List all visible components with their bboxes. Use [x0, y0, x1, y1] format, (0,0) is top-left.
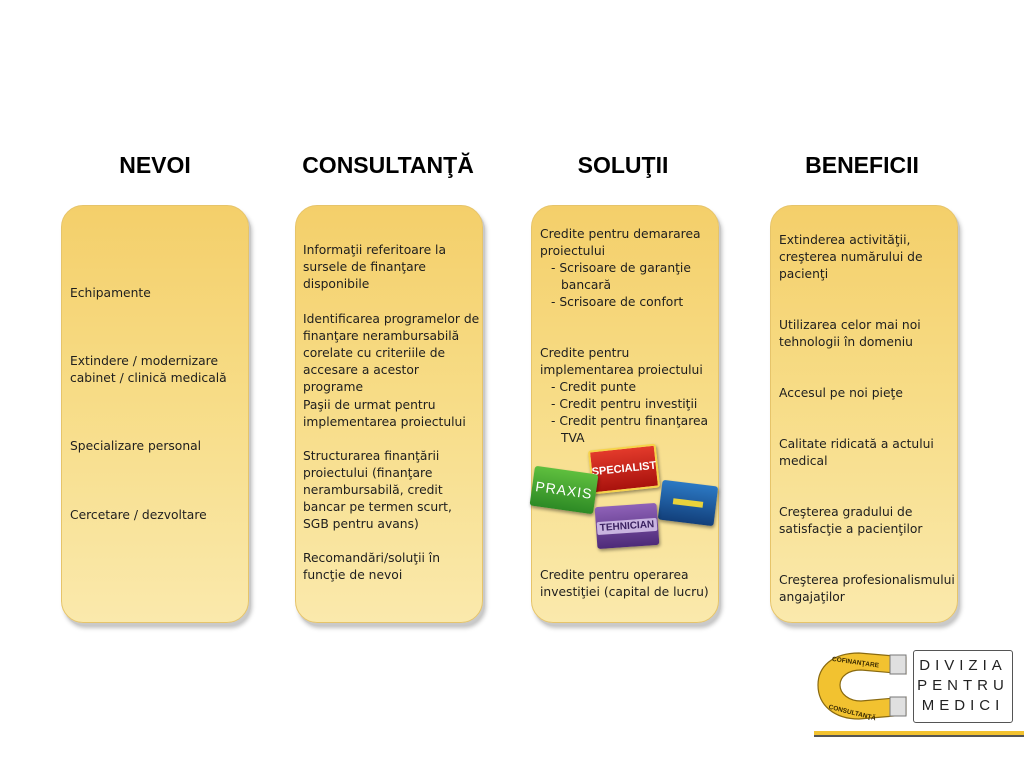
product-blue-accent [673, 498, 704, 508]
solutii-group1-title: Credite pentru demararea proiectului [540, 227, 701, 258]
logo-underline [814, 731, 1024, 737]
logo-line-divizia: DIVIZIA [919, 657, 1007, 674]
product-tehnician-label: TEHNICIAN [596, 517, 657, 534]
nevoi-item-cercetare: Cercetare / dezvoltare [70, 508, 207, 522]
beneficii-item-extinderea: Extinderea activităţii, creşterea numărului de pacienţi [779, 233, 923, 281]
logo-arc-bottom: CONSULTANŢĂ [827, 703, 877, 723]
solutii-item-credit-punte: - Credit punte [551, 380, 637, 394]
solutii-item-credit-tva: - Credit pentru finanţarea TVA [551, 414, 709, 445]
consultanta-item-pasii: Paşii de urmat pentru implementarea proiectului [303, 398, 466, 429]
product-praxis-label: PRAXIS [534, 478, 594, 502]
product-blue [658, 480, 718, 527]
nevoi-item-echipamente: Echipamente [70, 286, 151, 300]
solutii-group1-list [551, 260, 716, 311]
heading-nevoi: NEVOI [119, 152, 191, 178]
solutii-item-scrisoare-confort: - Scrisoare de confort [551, 295, 684, 309]
nevoi-item-specializare: Specializare personal [70, 439, 202, 453]
consultanta-item-structurarea: Structurarea finanţării proiectului (finanţare nerambursabilă, credit bancar pe termen scurt, SGB pentru avans) [303, 449, 452, 531]
solutii-group3-title: Credite pentru operarea investiţiei (capital de lucru) [540, 568, 709, 599]
logo-box [913, 650, 1013, 723]
heading-solutii: SOLUŢII [577, 152, 669, 178]
product-tehnician [595, 503, 660, 549]
beneficii-item-profesionalism: Creşterea profesionalismului angajaţilor [779, 573, 955, 604]
logo-arc-top: COFINANŢARE [831, 655, 880, 670]
consultanta-card [295, 205, 483, 623]
consultanta-item-identificarea: Identificarea programelor de finanţare nerambursabilă corelate cu criteriile de accesare a acestor programe [303, 312, 480, 394]
solutii-card [531, 205, 719, 623]
product-specialist-label: SPECIALIST [591, 459, 657, 479]
solutii-group2-title: Credite pentru implementarea proiectului [540, 346, 703, 377]
heading-beneficii: BENEFICII [805, 152, 919, 178]
product-specialist [588, 444, 660, 495]
magnet-icon [814, 645, 914, 727]
solutii-group2-list [551, 379, 716, 447]
beneficii-card [770, 205, 958, 623]
beneficii-item-satisfactie: Creşterea gradului de satisfacţie a pacienţilor [779, 505, 923, 536]
beneficii-item-calitate: Calitate ridicată a actului medical [779, 437, 934, 468]
beneficii-item-tehnologii: Utilizarea celor mai noi tehnologii în domeniu [779, 318, 921, 349]
beneficii-item-piete: Accesul pe noi pieţe [779, 386, 903, 400]
consultanta-item-recomandari: Recomandări/soluţii în funcţie de nevoi [303, 551, 441, 582]
solutii-item-scrisoare-garantie: - Scrisoare de garanţie bancară [551, 261, 691, 292]
heading-consultanta: CONSULTANŢĂ [302, 152, 474, 178]
nevoi-item-extindere: Extindere / modernizare cabinet / clinică medicală [70, 354, 227, 385]
logo-line-medici: MEDICI [921, 697, 1005, 714]
nevoi-card [61, 205, 249, 623]
logo-line-pentru: PENTRU [917, 677, 1009, 694]
consultanta-item-informatii: Informaţii referitoare la sursele de finanţare disponibile [303, 243, 446, 291]
solutii-item-credit-investitii: - Credit pentru investiţii [551, 397, 698, 411]
